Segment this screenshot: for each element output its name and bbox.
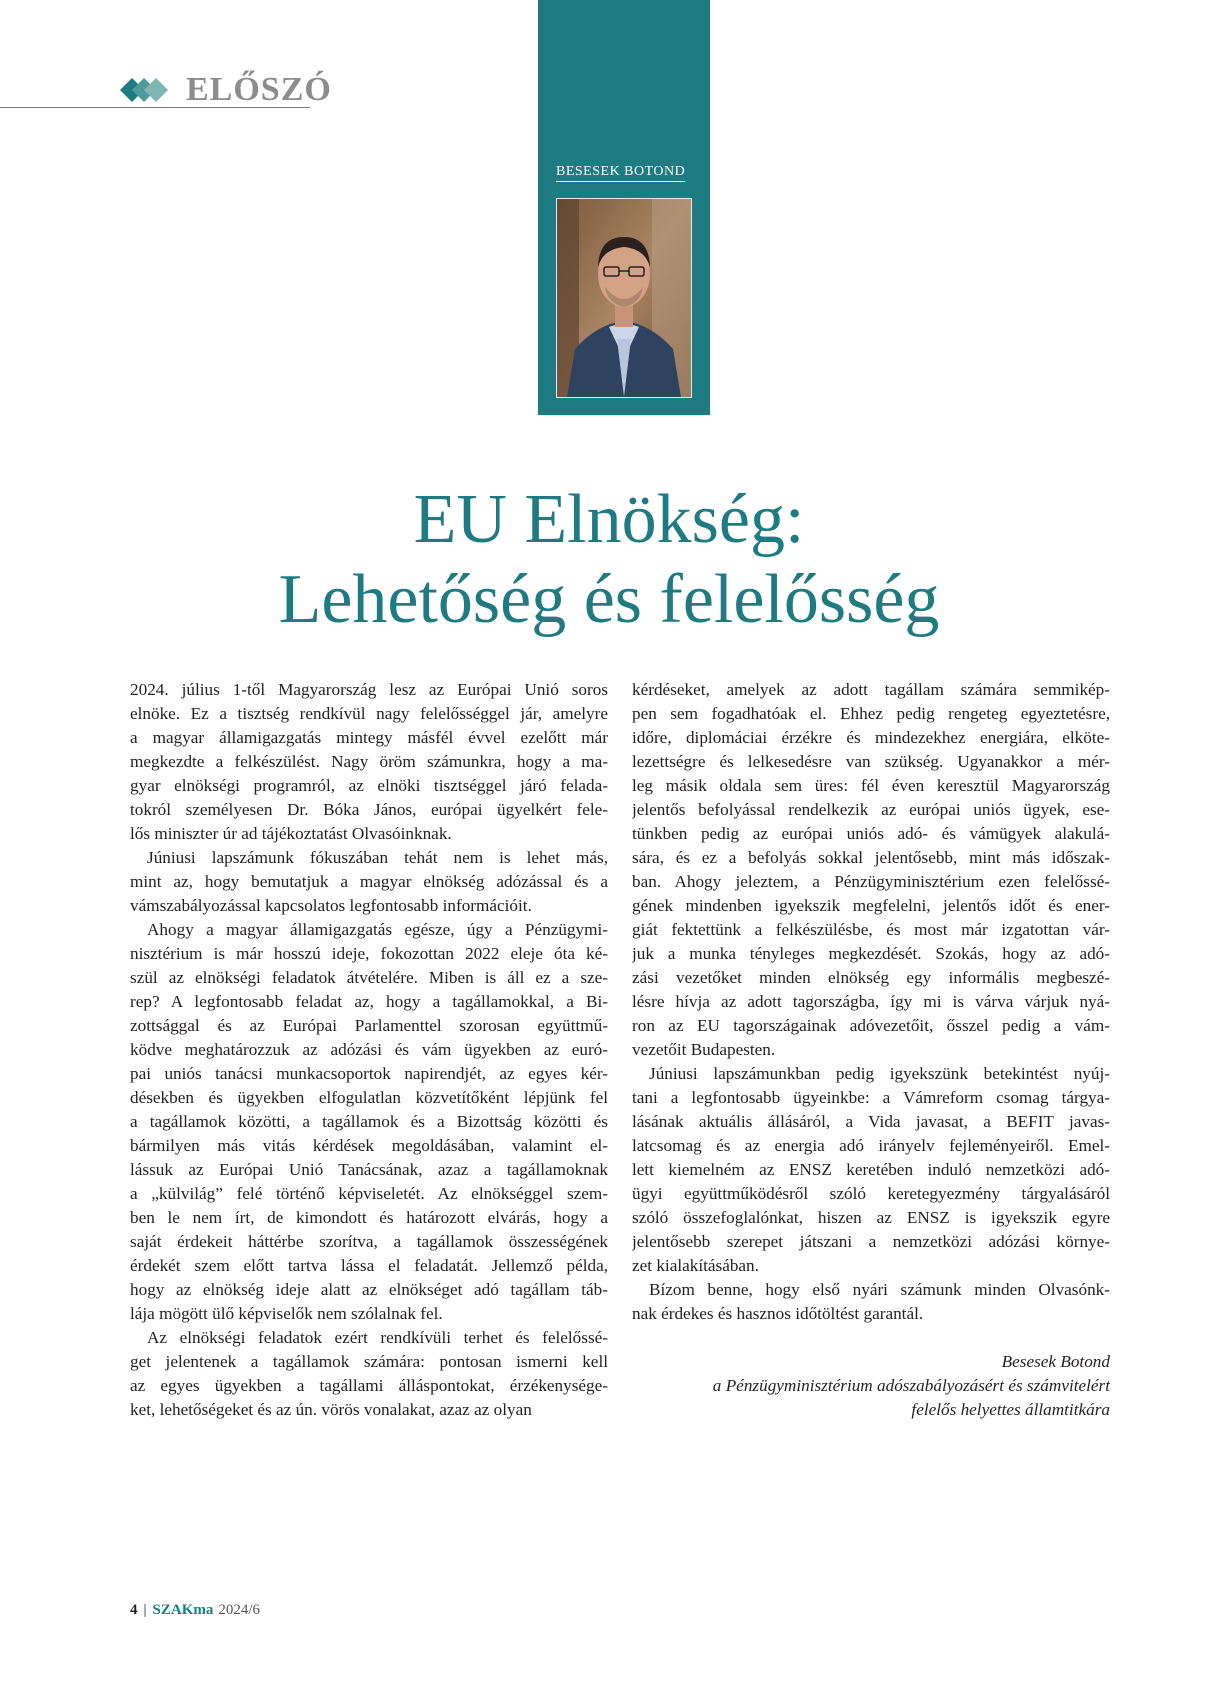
text-line: ben le nem írt, de kimondott és határozott elvárás, hogy a xyxy=(130,1208,608,1227)
text-line: vezetőit Budapesten. xyxy=(632,1040,776,1059)
page-number: 4 xyxy=(130,1602,138,1618)
text-line: elnöke. Ez a tisztség rendkívül nagy felelősséggel jár, amelyre xyxy=(130,704,608,723)
text-line: ködve meghatározzuk az adózási és vám ügyekben az euró- xyxy=(130,1040,608,1059)
text-line: Júniusi lapszámunkban pedig igyekszünk betekintést nyúj- xyxy=(649,1064,1110,1083)
text-line: időre, diplomáciai érzékre és mindezekhez energiára, elköte- xyxy=(632,728,1110,747)
signature-name: Besesek Botond xyxy=(1001,1352,1110,1371)
text-line: lős miniszter úr ad tájékoztatást Olvasóinknak. xyxy=(130,824,452,843)
text-line: latcsomag és az energia adó irányelv fejleményeiről. Emel- xyxy=(632,1136,1110,1155)
text-line: a „külvilág” felé történő képviseletét. Az elnökséggel szem- xyxy=(130,1184,608,1203)
text-line: tokról személyesen Dr. Bóka János, európai ügyelkért fele- xyxy=(130,800,608,819)
text-line: Bízom benne, hogy első nyári számunk minden Olvasónk- xyxy=(649,1280,1110,1299)
text-line: a tagállamok közötti, a tagállamok és a Bizottság közötti és xyxy=(130,1112,608,1131)
text-line: megkezdte a felkészülést. Nagy öröm számunkra, hogy a ma- xyxy=(130,752,608,771)
text-line: get jelentenek a tagállamok számára: pontosan ismerni kell xyxy=(130,1352,608,1371)
text-line: désekben és ügyekben elfogulatlan közvetítőként lépjünk fel xyxy=(130,1088,608,1107)
text-line: tani a legfontosabb ügyeinkbe: a Vámreform csomag tárgya- xyxy=(632,1088,1110,1107)
text-line: a magyar államigazgatás mintegy másfél évvel ezelőtt már xyxy=(130,728,608,747)
text-line: rep? A legfontosabb feladat az, hogy a tagállamokkal, a Bi- xyxy=(130,992,608,1011)
text-line: 2024. július 1-től Magyarország lesz az Európai Unió soros xyxy=(130,680,608,699)
text-line: szóló összefoglalónkat, hiszen az ENSZ is igyekszik egyre xyxy=(632,1208,1110,1227)
text-line: jelentős befolyással rendelkezik az európai uniós ügyek, ese- xyxy=(632,800,1110,819)
text-line: tünkben pedig az európai uniós adó- és vámügyek alakulá- xyxy=(632,824,1110,843)
page-footer xyxy=(130,1602,260,1619)
portrait-photo xyxy=(556,198,692,398)
text-line: pen sem fogadhatóak el. Ehhez pedig rengeteg egyeztetésre, xyxy=(632,704,1110,723)
text-line: ügyi együttműködésről szóló keretegyezmény tárgyalásáról xyxy=(632,1184,1110,1203)
text-line: Az elnökségi feladatok ezért rendkívüli terhet és felelőssé- xyxy=(147,1328,608,1347)
text-line: szül az elnökségi feladatok átvételére. Miben is áll ez a sze- xyxy=(130,968,608,987)
magazine-name: SZAKma xyxy=(152,1602,214,1618)
signature-role-2: felelős helyettes államtitkára xyxy=(911,1400,1110,1419)
footer-separator: | xyxy=(143,1602,147,1618)
section-label xyxy=(120,70,332,110)
title-line-2: Lehetőség és felelősség xyxy=(278,561,940,638)
text-line: ron az EU tagországainak adóvezetőit, ősszel pedig a vám- xyxy=(632,1016,1110,1035)
text-line: lája mögött ülő képviselők nem szólalnak fel. xyxy=(130,1304,443,1323)
text-line: az egyes ügyekben a tagállami álláspontokat, érzékenysége- xyxy=(130,1376,608,1395)
text-line: mint az, hogy bemutatjuk a magyar elnökség adózással és a xyxy=(130,872,608,891)
signature-role-1: a Pénzügyminisztérium adószabályozásért és számvitelért xyxy=(712,1376,1110,1395)
issue-number: 2024/6 xyxy=(218,1602,261,1618)
title-line-1: EU Elnökség: xyxy=(413,481,805,558)
text-line: ket, lehetőségeket és az ún. vörös vonalakat, azaz az olyan xyxy=(130,1400,532,1419)
text-line: zottsággal és az Európai Parlamenttel szorosan együttmű- xyxy=(130,1016,608,1035)
diamond-chevrons-icon xyxy=(120,76,176,104)
text-line: bármilyen más vitás kérdések megoldásában, valamint el- xyxy=(130,1136,608,1155)
text-line: lezettségre és lelkesedésre van szükség. Ugyanakkor a mér- xyxy=(632,752,1110,771)
text-line: érdekét szem előtt tartva lássa el feladatát. Jellemző példa, xyxy=(130,1256,608,1275)
text-line: sára, és ez a befolyás sokkal jelentősebb, mint más időszak- xyxy=(632,848,1110,867)
text-line: pai uniós tanácsi munkacsoportok napirendjét, az egyes kér- xyxy=(130,1064,608,1083)
text-line: giát fektettünk a felkészülésbe, és most már izgatottan vár- xyxy=(632,920,1110,939)
text-line: Júniusi lapszámunk fókuszában tehát nem is lehet más, xyxy=(147,848,608,867)
section-title: ELŐSZÓ xyxy=(186,71,332,108)
text-line: ban. Ahogy jeleztem, a Pénzügyminisztérium ezen felelőssé- xyxy=(632,872,1110,891)
text-line: zási vezetőket minden elnökség egy informális megbeszé- xyxy=(632,968,1110,987)
signature xyxy=(632,1350,1110,1422)
text-line: gének mindenben igyekszik megfelelni, jelentős időt és ener- xyxy=(632,896,1110,915)
text-line: hogy az elnökség ideje alatt az elnökséget adó tagállam táb- xyxy=(130,1280,608,1299)
text-line: zet kialakításában. xyxy=(632,1256,759,1275)
text-line: leg másik oldala sem üres: fél éven keresztül Magyarország xyxy=(632,776,1110,795)
text-line: lésre hívja az adott tagországba, így mi is várva várjuk nyá- xyxy=(632,992,1110,1011)
text-line: gyar elnökségi programról, az elnöki tisztséggel járó felada- xyxy=(130,776,608,795)
text-line: lássuk az Európai Unió Tanácsának, azaz a tagállamoknak xyxy=(130,1160,608,1179)
text-line: lásának aktuális állásáról, a Vida javasat, a BEFIT javas- xyxy=(632,1112,1110,1131)
author-name: BESESEK BOTOND xyxy=(556,164,685,182)
right-column xyxy=(632,678,1110,1326)
text-line: juk a munka tényleges megkezdését. Szokás, hogy az adó- xyxy=(632,944,1110,963)
text-line: nak érdekes és hasznos időtöltést garantál. xyxy=(632,1304,924,1323)
text-line: vámszabályozással kapcsolatos legfontosabb információit. xyxy=(130,896,532,915)
author-box xyxy=(538,0,710,415)
text-line: jelentősebb szerepet játszani a nemzetközi adózási környe- xyxy=(632,1232,1110,1251)
text-line: Ahogy a magyar államigazgatás egésze, úgy a Pénzügymi- xyxy=(147,920,608,939)
text-line: lett kiemelném az ENSZ keretében induló nemzetközi adó- xyxy=(632,1160,1110,1179)
text-line: saját érdekeit háttérbe szorítva, a tagállamok összességének xyxy=(130,1232,608,1251)
text-line: nisztérium is már hosszú ideje, fokozottan 2022 eleje óta ké- xyxy=(130,944,608,963)
text-line: kérdéseket, amelyek az adott tagállam számára semmikép- xyxy=(632,680,1110,699)
article-title xyxy=(0,480,1218,640)
left-column xyxy=(130,678,608,1422)
